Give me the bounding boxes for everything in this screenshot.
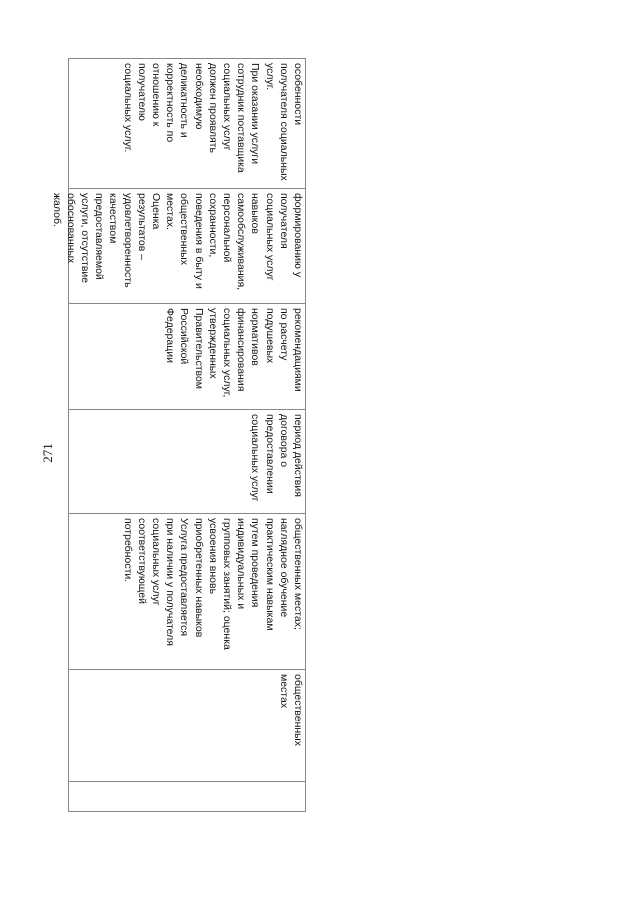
table-cell: формированию у получателя социальных услуг навыков самообслуживания, персональной сохранности, поведения в быту и общественных местах. Оценка результатов – удовлетворенность качеством предоставляемой услуги, отсутствие обоснованных жалоб. [50, 193, 304, 291]
table-cell: особенности получателя социальных услуг. При оказании услуги сотрудник поставщика социальных услуг должен проявлять необходимую деликатность и корректность по отношению к получателю социальных услуг. [121, 63, 304, 181]
table-column-2 [50, 189, 305, 304]
table-cell: общественных местах [277, 674, 304, 746]
table-column-5 [69, 514, 305, 670]
page-number: 271 [40, 443, 55, 463]
rotated-table [50, 58, 306, 812]
table-column-1 [69, 59, 305, 189]
table-column-4 [69, 410, 305, 514]
table-cell: общественных местах; наглядное обучение практическим навыкам путем проведения индивидуальных и групповых занятий; оценка усвоения вновь приобретенных навыков Услуга предоставляется при наличии у получателя социальных услуг соответствующей потребности. [121, 518, 304, 650]
table-column-3 [69, 304, 305, 410]
table-cell: рекомендациями по расчету подушевых нормативов финансирования социальных услуг, утвержденных Правительством Российской Федерации [164, 308, 304, 398]
table-cell: период действия договора о предоставлении социальных услуг [249, 414, 304, 502]
table-column-7 [69, 782, 305, 811]
table-column-6 [69, 670, 305, 782]
